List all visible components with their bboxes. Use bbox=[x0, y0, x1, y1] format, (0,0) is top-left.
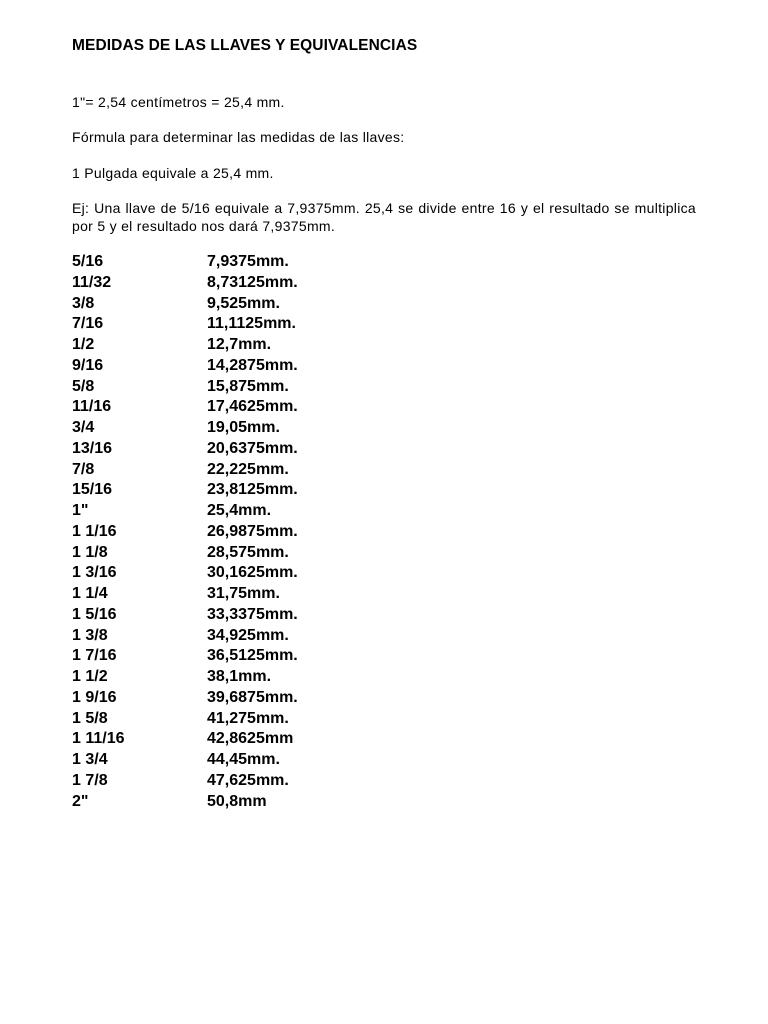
inch-size: 1/2 bbox=[72, 336, 95, 353]
mm-equivalent: 26,9875mm. bbox=[207, 522, 298, 540]
inch-size: 1 7/16 bbox=[72, 647, 117, 665]
inch-size: 1 9/16 bbox=[72, 688, 117, 706]
inch-size: 7/16 bbox=[72, 315, 104, 333]
mm-equivalent: 33,3375mm. bbox=[207, 605, 298, 623]
mm-equivalent: 17,4625mm. bbox=[207, 398, 298, 416]
mm-equivalent: 41,275mm. bbox=[207, 709, 289, 727]
inch-size: 11/16 bbox=[72, 398, 112, 416]
inch-size: 3/8 bbox=[72, 294, 95, 312]
mm-equivalent: 39,6875mm. bbox=[207, 688, 298, 706]
inch-size: 1 5/16 bbox=[72, 605, 117, 623]
mm-equivalent: 50,8mm bbox=[207, 792, 267, 810]
mm-equivalent: 22,225mm. bbox=[207, 460, 289, 478]
inch-size: 1 7/8 bbox=[72, 771, 108, 789]
inch-size: 1 1/2 bbox=[72, 668, 108, 685]
formula-heading: Fórmula para determinar las medidas de las llaves: bbox=[72, 129, 405, 145]
mm-equivalent: 30,1625mm. bbox=[207, 564, 298, 582]
mm-equivalent: 23,8125mm. bbox=[207, 481, 298, 499]
inch-size: 5/8 bbox=[72, 377, 95, 395]
inch-size: 1" bbox=[72, 502, 89, 519]
mm-equivalent: 25,4mm. bbox=[207, 502, 272, 519]
mm-equivalent: 11,1125mm. bbox=[207, 315, 296, 333]
mm-equivalent: 19,05mm. bbox=[207, 419, 280, 436]
inch-size: 1 3/4 bbox=[72, 751, 108, 768]
mm-equivalent: 36,5125mm. bbox=[207, 647, 298, 665]
mm-equivalent: 44,45mm. bbox=[207, 751, 280, 768]
inch-size: 1 11/16 bbox=[72, 730, 125, 748]
inch-size: 1 1/4 bbox=[72, 585, 108, 602]
inch-equivalence-line: 1 Pulgada equivale a 25,4 mm. bbox=[72, 165, 274, 181]
inch-size: 1 3/8 bbox=[72, 626, 108, 644]
mm-equivalent: 34,925mm. bbox=[207, 626, 289, 644]
mm-equivalent: 7,9375mm. bbox=[207, 253, 289, 270]
inch-size: 3/4 bbox=[72, 419, 95, 436]
mm-equivalent: 38,1mm. bbox=[207, 668, 272, 685]
mm-equivalent: 15,875mm. bbox=[207, 377, 289, 395]
mm-equivalent: 31,75mm. bbox=[207, 585, 280, 602]
inch-size: 1 5/8 bbox=[72, 709, 108, 727]
inch-size: 11/32 bbox=[72, 273, 112, 291]
mm-equivalent: 20,6375mm. bbox=[207, 439, 298, 457]
mm-equivalent: 9,525mm. bbox=[207, 294, 280, 312]
inch-size: 2" bbox=[72, 792, 89, 810]
inch-conversion-line: 1"= 2,54 centímetros = 25,4 mm. bbox=[72, 94, 285, 110]
example-paragraph: Ej: Una llave de 5/16 equivale a 7,9375mm. 25,4 se divide entre 16 y el resultado se multiplica por 5 y el resultado nos dará 7,9375mm. bbox=[72, 200, 696, 234]
inch-size: 15/16 bbox=[72, 481, 113, 499]
mm-equivalent: 47,625mm. bbox=[207, 771, 289, 789]
inch-size: 9/16 bbox=[72, 356, 104, 374]
mm-equivalent: 8,73125mm. bbox=[207, 273, 298, 291]
inch-size: 13/16 bbox=[72, 439, 113, 457]
inch-size: 1 1/8 bbox=[72, 543, 108, 561]
mm-equivalent: 12,7mm. bbox=[207, 336, 272, 353]
inch-size: 1 3/16 bbox=[72, 564, 117, 582]
mm-equivalent: 28,575mm. bbox=[207, 543, 289, 561]
inch-size: 5/16 bbox=[72, 253, 104, 270]
document-title: MEDIDAS DE LAS LLAVES Y EQUIVALENCIAS bbox=[72, 37, 418, 54]
inch-size: 7/8 bbox=[72, 460, 95, 478]
mm-equivalent: 42,8625mm bbox=[207, 730, 294, 748]
inch-size: 1 1/16 bbox=[72, 522, 117, 540]
mm-equivalent: 14,2875mm. bbox=[207, 356, 298, 374]
